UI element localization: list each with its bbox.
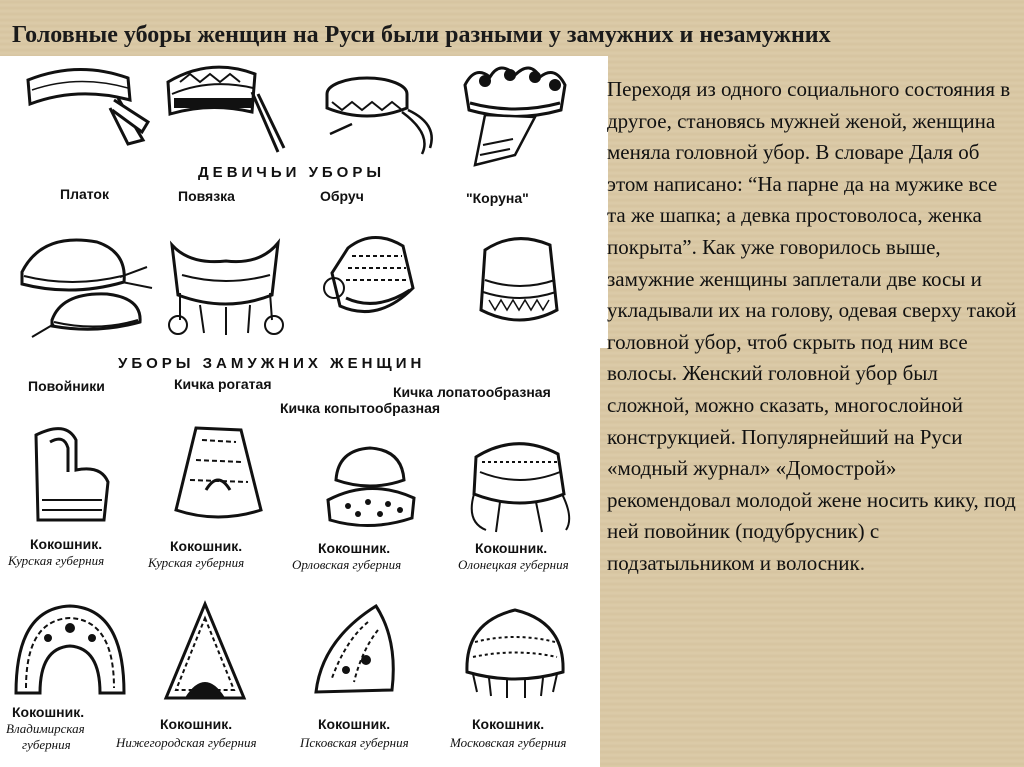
kokoshnik-kursk-1-caption: Кокошник. bbox=[30, 536, 103, 552]
kokoshnik-kursk-2-caption: Кокошник. bbox=[170, 538, 243, 554]
kichka-lopatoobraznaya-caption: Кичка лопатообразная bbox=[393, 384, 551, 400]
kokoshnik-vladimir-illustration bbox=[8, 598, 133, 703]
koruna-illustration bbox=[455, 55, 585, 170]
povoiniki-illustration bbox=[12, 222, 157, 347]
platok-caption: Платок bbox=[60, 186, 109, 202]
kokoshnik-moscow-region: Московская губерния bbox=[450, 735, 567, 750]
married-section-label: УБОРЫ ЗАМУЖНИХ ЖЕНЩИН bbox=[118, 355, 426, 372]
povoiniki-caption: Повойники bbox=[28, 378, 105, 394]
kokoshnik-orel-illustration bbox=[318, 440, 423, 535]
maiden-section-label: ДЕВИЧЬИ УБОРЫ bbox=[198, 164, 386, 181]
kokoshnik-pskov-caption: Кокошник. bbox=[318, 716, 391, 732]
kokoshnik-vladimir-caption: Кокошник. bbox=[12, 704, 85, 720]
obruch-caption: Обруч bbox=[320, 188, 364, 204]
kokoshnik-olonets-region: Олонецкая губерния bbox=[458, 557, 569, 572]
kichka-kopytoobraznaya-caption: Кичка копытообразная bbox=[280, 400, 441, 416]
kichka-rogataya-caption: Кичка рогатая bbox=[174, 376, 272, 392]
kokoshnik-pskov-region: Псковская губерния bbox=[300, 735, 409, 750]
povyazka-caption: Повязка bbox=[178, 188, 235, 204]
kokoshnik-nizhny-caption: Кокошник. bbox=[160, 716, 233, 732]
kokoshnik-kursk-2-illustration bbox=[166, 420, 271, 530]
kokoshnik-moscow-illustration bbox=[455, 602, 575, 702]
obruch-illustration bbox=[312, 64, 442, 164]
kokoshnik-orel-region: Орловская губерния bbox=[292, 557, 402, 572]
kokoshnik-nizhny-region: Нижегородская губерния bbox=[116, 735, 257, 750]
kokoshnik-vladimir-region-line2: губерния bbox=[22, 737, 71, 752]
kokoshnik-kursk-1-region: Курская губерния bbox=[8, 553, 105, 568]
kichka-kopytoobraznaya-illustration bbox=[318, 228, 428, 343]
platok-illustration bbox=[18, 60, 153, 150]
kokoshnik-olonets-caption: Кокошник. bbox=[475, 540, 548, 556]
kokoshnik-pskov-illustration bbox=[306, 600, 406, 700]
kichka-lopatoobraznaya-illustration bbox=[465, 230, 575, 345]
kokoshnik-orel-caption: Кокошник. bbox=[318, 540, 391, 556]
povyazka-illustration bbox=[160, 52, 290, 162]
kokoshnik-moscow-caption: Кокошник. bbox=[472, 716, 545, 732]
koruna-caption: "Коруна" bbox=[466, 190, 529, 206]
kokoshnik-vladimir-region-line1: Владимирская bbox=[6, 721, 85, 736]
kokoshnik-olonets-illustration bbox=[456, 432, 581, 537]
kokoshnik-kursk-1-illustration bbox=[16, 420, 126, 530]
slide-title: Головные уборы женщин на Руси были разными у замужних и незамужних bbox=[12, 22, 831, 48]
kokoshnik-nizhny-illustration bbox=[160, 598, 250, 708]
kokoshnik-kursk-2-region: Курская губерния bbox=[148, 555, 245, 570]
body-text: Переходя из одного социального состояния в другое, становясь мужней женой, женщина меняла головной убор. В словаре Даля об этом написано: “На парне да на мужике все та же шапка; а девка простоволоса, женка покрыта”. Как уже говорилось выше, замужние женщины заплетали две косы и укладывали их на голову, одевая сверху такой головной убор, чтоб скрыть под ним все волосы. Женский головной убор был сложной, можно сказать, многослойной конструкцией. Популярнейший на Руси «модный журнал» «Домострой» рекомендовал молодой жене носить кику, под ней повойник (подубрусник) с подзатыльником и волосник. bbox=[607, 77, 1017, 575]
kichka-rogataya-illustration bbox=[160, 225, 295, 345]
